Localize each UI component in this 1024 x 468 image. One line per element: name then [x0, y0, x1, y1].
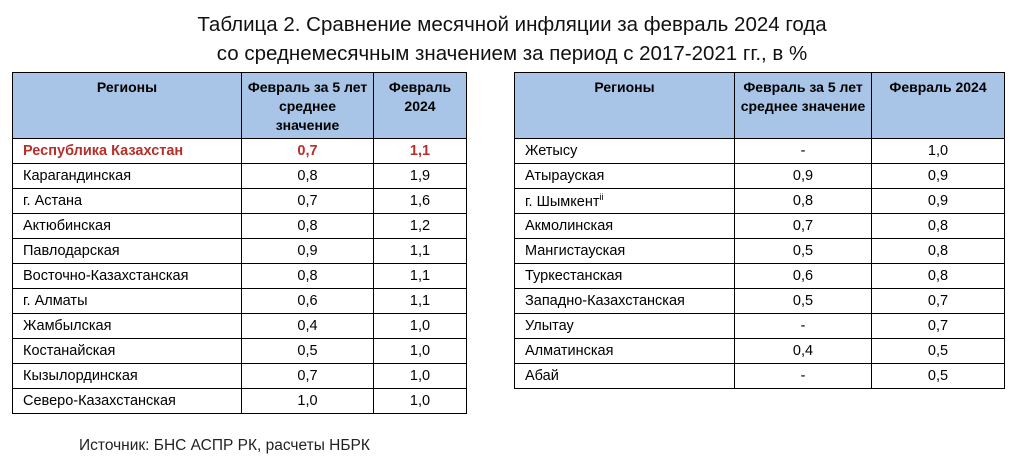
avg5-cell: 0,7 [242, 189, 374, 214]
table-row [515, 189, 1005, 214]
table-row [13, 339, 467, 364]
table-row [13, 214, 467, 239]
feb2024-cell: 0,7 [872, 289, 1005, 314]
region-cell: Мангистауская [515, 239, 735, 264]
table-row [515, 364, 1005, 389]
avg5-cell: 0,8 [242, 164, 374, 189]
feb2024-cell: 1,6 [374, 189, 467, 214]
feb2024-cell: 0,9 [872, 189, 1005, 214]
avg5-cell: 0,7 [242, 364, 374, 389]
avg5-cell: - [735, 364, 872, 389]
avg5-cell: - [735, 314, 872, 339]
feb2024-cell: 0,8 [872, 239, 1005, 264]
table-row [13, 314, 467, 339]
region-name: г. Шымкент [525, 193, 600, 210]
feb2024-cell: 1,1 [374, 139, 467, 164]
header-region: Регионы [13, 73, 242, 139]
table-row [515, 289, 1005, 314]
title-line-2: со среднемесячным значением за период с 2017-2021 гг., в % [216, 42, 808, 65]
avg5-cell: 0,7 [735, 214, 872, 239]
region-cell: Абай [515, 364, 735, 389]
header-avg5: Февраль за 5 лет среднее значение [242, 73, 374, 139]
right-table [514, 72, 1005, 389]
region-cell: Акмолинская [515, 214, 735, 239]
avg5-cell: 0,7 [242, 139, 374, 164]
table-row [515, 139, 1005, 164]
table-row [13, 389, 467, 414]
feb2024-cell: 0,7 [872, 314, 1005, 339]
table-row [13, 364, 467, 389]
table-row [515, 214, 1005, 239]
feb2024-cell: 1,1 [374, 264, 467, 289]
region-cell: Костанайская [13, 339, 242, 364]
region-cell: Туркестанская [515, 264, 735, 289]
right-table-header [515, 73, 1005, 139]
feb2024-cell: 1,1 [374, 239, 467, 264]
region-cell: Павлодарская [13, 239, 242, 264]
region-cell: Кызылординская [13, 364, 242, 389]
region-cell [515, 189, 735, 214]
table-row [13, 264, 467, 289]
region-cell: Атырауская [515, 164, 735, 189]
region-cell: Республика Казахстан [13, 139, 242, 164]
feb2024-cell: 1,0 [374, 389, 467, 414]
avg5-cell: 0,4 [242, 314, 374, 339]
feb2024-cell: 1,1 [374, 289, 467, 314]
feb2024-cell: 0,8 [872, 264, 1005, 289]
feb2024-cell: 1,0 [872, 139, 1005, 164]
region-cell: Улытау [515, 314, 735, 339]
left-table-header [13, 73, 467, 139]
header-region: Регионы [515, 73, 735, 139]
feb2024-cell: 0,9 [872, 164, 1005, 189]
title-line-1: Таблица 2. Сравнение месячной инфляции за февраль 2024 года [197, 13, 827, 36]
avg5-cell: 0,6 [735, 264, 872, 289]
region-cell: Карагандинская [13, 164, 242, 189]
avg5-cell: - [735, 139, 872, 164]
header-feb2024: Февраль 2024 [374, 73, 467, 139]
avg5-cell: 0,8 [242, 214, 374, 239]
avg5-cell: 1,0 [242, 389, 374, 414]
avg5-cell: 0,5 [242, 339, 374, 364]
footnote-marker: ii [599, 192, 604, 203]
region-cell: Западно-Казахстанская [515, 289, 735, 314]
region-cell: г. Алматы [13, 289, 242, 314]
table-row [515, 239, 1005, 264]
avg5-cell: 0,9 [242, 239, 374, 264]
avg5-cell: 0,5 [735, 239, 872, 264]
feb2024-cell: 1,0 [374, 339, 467, 364]
source-note: Источник: БНС АСПР РК, расчеты НБРК [79, 437, 370, 454]
region-cell: Северо-Казахстанская [13, 389, 242, 414]
feb2024-cell: 1,0 [374, 314, 467, 339]
feb2024-cell: 1,2 [374, 214, 467, 239]
region-cell: Жетысу [515, 139, 735, 164]
feb2024-cell: 0,5 [872, 339, 1005, 364]
header-avg5: Февраль за 5 лет среднее значение [735, 73, 872, 139]
avg5-cell: 0,6 [242, 289, 374, 314]
feb2024-cell: 0,8 [872, 214, 1005, 239]
header-feb2024: Февраль 2024 [872, 73, 1005, 139]
feb2024-cell: 1,0 [374, 364, 467, 389]
avg5-cell: 0,8 [242, 264, 374, 289]
table-row [515, 264, 1005, 289]
table-title [0, 10, 1024, 68]
table-row-highlight [13, 139, 467, 164]
table-row [515, 164, 1005, 189]
region-cell: Восточно-Казахстанская [13, 264, 242, 289]
table-row [13, 239, 467, 264]
region-cell: Жамбылская [13, 314, 242, 339]
region-cell: г. Астана [13, 189, 242, 214]
region-cell: Алматинская [515, 339, 735, 364]
left-table [12, 72, 467, 414]
table-row [515, 314, 1005, 339]
table-row [13, 189, 467, 214]
table-row [13, 164, 467, 189]
table-row [515, 339, 1005, 364]
avg5-cell: 0,8 [735, 189, 872, 214]
feb2024-cell: 1,9 [374, 164, 467, 189]
region-cell: Актюбинская [13, 214, 242, 239]
feb2024-cell: 0,5 [872, 364, 1005, 389]
avg5-cell: 0,4 [735, 339, 872, 364]
avg5-cell: 0,9 [735, 164, 872, 189]
avg5-cell: 0,5 [735, 289, 872, 314]
table-row [13, 289, 467, 314]
